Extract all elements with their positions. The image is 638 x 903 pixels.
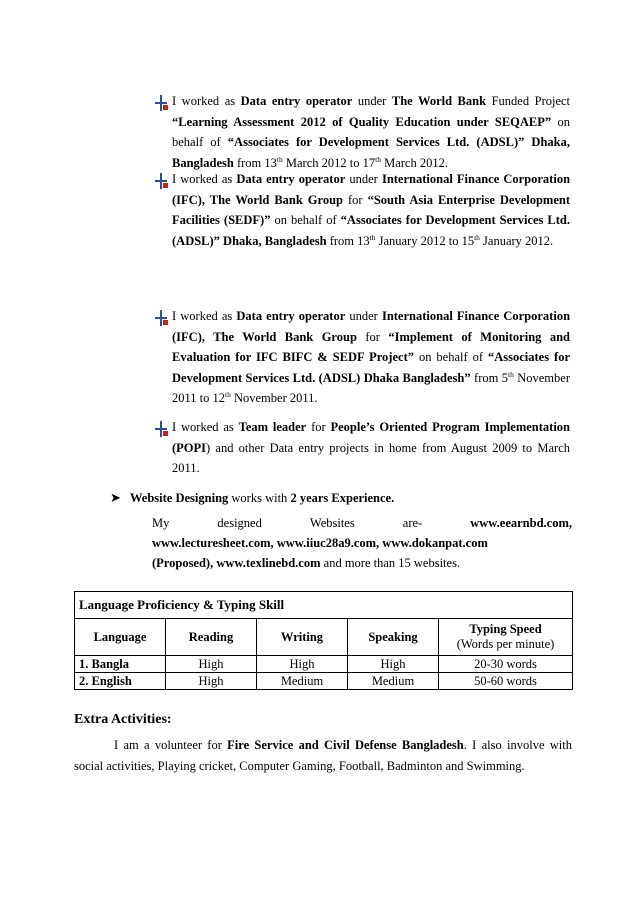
bullet-square-icon [152, 309, 170, 327]
section-title: Website Designing [130, 491, 229, 505]
agency: “Associates for Development Services Ltd. (ADSL)” Dhaka, Bangladesh [172, 213, 570, 248]
arrow-bullet-icon: ➤ [110, 491, 121, 506]
organization: Fire Service and Civil Defense Bangladesh [227, 738, 464, 752]
program: People’s Oriented Program Implementation (POPI [172, 420, 571, 455]
text: are- [402, 516, 423, 530]
agency: “Associates for Development Services Ltd. (ADSL)” Dhaka, Bangladesh [172, 135, 570, 170]
website-link: www.eearnbd.com, [470, 516, 572, 530]
header-text: Typing Speed [469, 622, 542, 636]
experience-item-1 [172, 91, 570, 173]
text: and more than 15 websites. [323, 556, 461, 570]
website-link: www.iiuc28a9.com, [276, 536, 380, 550]
ordinal: th [276, 154, 283, 164]
table-cell: Medium [348, 673, 439, 690]
website-list [152, 513, 572, 573]
bullet-square-icon [152, 94, 170, 112]
table-cell: 20-30 words [439, 656, 573, 673]
text: under [349, 309, 378, 323]
project: “Learning Assessment 2012 of Quality Education under SEQAEP” [172, 114, 552, 129]
table-cell: High [166, 656, 257, 673]
table-cell: High [166, 673, 257, 690]
bullet-square-icon [152, 420, 170, 438]
text: March 2012. [384, 155, 448, 170]
text: November 2011. [233, 391, 318, 405]
table-cell: 2. English [75, 673, 166, 690]
col-header: Language [75, 619, 166, 656]
text: for [311, 420, 326, 434]
project: “South Asia Enterprise Development Facilities (SEDF)” [172, 192, 571, 227]
table-cell: 1. Bangla [75, 656, 166, 673]
text: for [348, 192, 363, 207]
table-cell: High [257, 656, 348, 673]
website-link: (Proposed), www.texlinebd.com [152, 556, 321, 570]
ordinal: th [474, 232, 480, 242]
language-table [74, 591, 573, 690]
ordinal: th [375, 154, 381, 164]
text: on behalf of [172, 114, 570, 149]
experience-item-4 [172, 417, 570, 479]
text: under [349, 172, 378, 186]
table-row [75, 673, 573, 690]
text: on behalf of [418, 350, 484, 364]
text: Funded Project [491, 94, 571, 108]
website-link: www.dokanpat.com [382, 536, 488, 550]
table-title: Language Proficiency & Typing Skill [75, 592, 573, 619]
agency: “Associates for Development Services Ltd. (ADSL) Dhaka Bangladesh” [172, 350, 571, 385]
text: January 2012 to 15 [378, 233, 475, 248]
text: January 2012. [483, 233, 554, 248]
table-cell: 50-60 words [439, 673, 573, 690]
extra-activities-text [74, 735, 572, 776]
organization: International Finance Corporation (IFC), The World Bank Group [172, 309, 571, 344]
table-header-row [75, 619, 573, 656]
col-header-typing-speed [439, 619, 573, 656]
text: works with [231, 491, 288, 505]
ordinal: th [369, 232, 376, 242]
ordinal: th [507, 369, 514, 379]
role: Data entry operator [240, 94, 353, 108]
col-header: Reading [166, 619, 257, 656]
experience-item-3 [172, 306, 570, 409]
text: I worked as [172, 172, 233, 186]
organization: International Finance Corporation (IFC), The World Bank Group [172, 172, 571, 207]
table-row [75, 656, 573, 673]
header-subtext: (Words per minute) [456, 637, 555, 651]
website-link: www.lecturesheet.com, [152, 536, 274, 550]
bullet-square-icon [152, 172, 170, 190]
role: Team leader [238, 420, 307, 434]
text: My [152, 516, 170, 530]
website-heading [130, 488, 394, 508]
experience-years: 2 years Experience. [290, 491, 395, 505]
text: for [365, 329, 380, 344]
col-header: Writing [257, 619, 348, 656]
text: March 2012 to 17 [285, 155, 376, 170]
text: from 5 [474, 370, 508, 385]
text: I worked as [172, 420, 234, 434]
role: Data entry operator [236, 309, 346, 323]
text: Websites [309, 516, 355, 530]
text: I am a volunteer for [114, 738, 222, 752]
project: “Implement of Monitoring and Evaluation for IFC BIFC & SEDF Project” [172, 329, 570, 364]
section-heading: Extra Activities: [74, 712, 172, 727]
experience-item-2 [172, 169, 570, 251]
role: Data entry operator [236, 172, 346, 186]
ordinal: th [225, 390, 231, 399]
text: from 13 [236, 155, 277, 170]
text: November 2011 to 12 [172, 370, 570, 405]
col-header: Speaking [348, 619, 439, 656]
text: . I also involve with social activities, Playing cricket, Computer Gaming, Football, Badminton and Swimming. [74, 738, 573, 773]
text: under [357, 94, 387, 108]
text: I worked as [172, 94, 236, 108]
table-cell: High [348, 656, 439, 673]
organization: The World Bank [391, 94, 487, 108]
text: on behalf of [274, 213, 337, 227]
text: from 13 [329, 233, 370, 248]
table-cell: Medium [257, 673, 348, 690]
text: I worked as [172, 309, 233, 323]
text: ) and other Data entry projects in home from August 2009 to March 2011. [172, 440, 570, 475]
text: designed [217, 516, 262, 530]
